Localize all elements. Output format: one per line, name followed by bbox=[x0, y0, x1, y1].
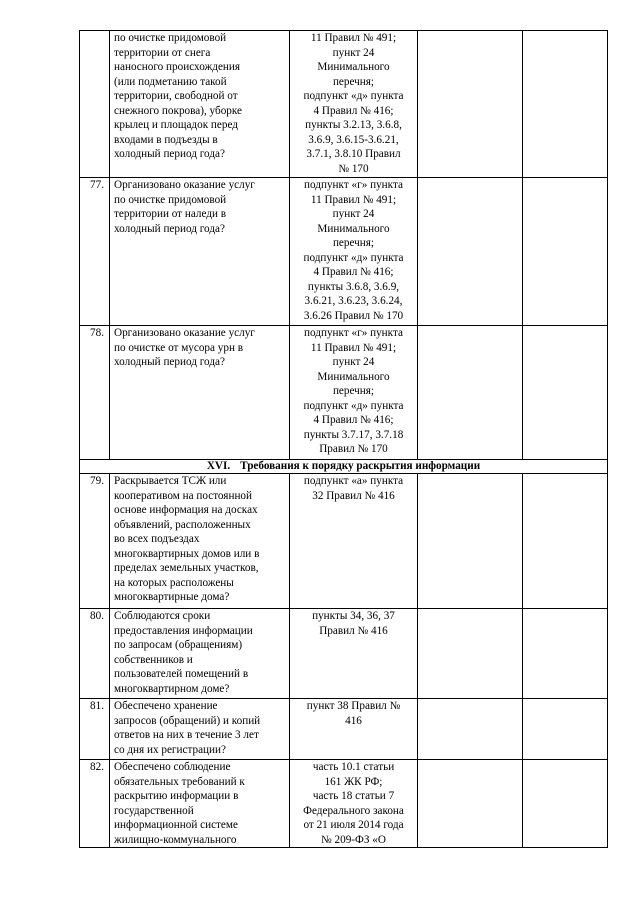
question-line: территории от снега bbox=[114, 46, 211, 59]
question-line: пределах земельных участков, bbox=[114, 562, 259, 575]
table-row bbox=[80, 760, 608, 848]
question-cell bbox=[110, 31, 290, 178]
question-line: крылец и площадок перед bbox=[114, 119, 238, 132]
reference-line: подпункт «а» пункта bbox=[303, 475, 404, 487]
question-line: многоквартирных домов или в bbox=[114, 547, 260, 560]
row-number: 80. bbox=[80, 609, 110, 699]
reference-line: подпункт «г» пункта bbox=[304, 327, 403, 339]
reference-line: пункты 34, 36, 37 bbox=[312, 610, 395, 622]
reference-cell bbox=[290, 326, 418, 460]
question-line: по очистке придомовой bbox=[114, 193, 227, 206]
reference-line: Правил № 416 bbox=[319, 624, 388, 637]
note-cell bbox=[523, 609, 608, 699]
reference-line: 3.6.9, 3.6.15-3.6.21, bbox=[308, 133, 399, 146]
reference-line: Минимального bbox=[317, 370, 390, 383]
row-number: 77. bbox=[80, 178, 110, 326]
table-row bbox=[80, 31, 608, 178]
reference-line: пункты 3.2.13, 3.6.8, bbox=[305, 119, 402, 132]
reference-line: от 21 июля 2014 года bbox=[303, 819, 404, 832]
note-cell bbox=[523, 31, 608, 178]
reference-line: перечня; bbox=[332, 75, 375, 88]
answer-cell bbox=[418, 609, 523, 699]
question-line: собственников и bbox=[114, 653, 193, 666]
reference-cell bbox=[290, 474, 418, 609]
section-row bbox=[80, 460, 608, 474]
reference-line: Минимального bbox=[317, 222, 390, 235]
question-line: пользователей помещений в bbox=[114, 668, 249, 681]
answer-cell bbox=[418, 31, 523, 178]
reference-line: 11 Правил № 491; bbox=[310, 32, 397, 44]
answer-cell bbox=[418, 699, 523, 760]
reference-line: подпункт «д» пункта bbox=[303, 251, 404, 264]
note-cell bbox=[523, 178, 608, 326]
reference-line: 4 Правил № 416; bbox=[313, 414, 394, 427]
note-cell bbox=[523, 474, 608, 609]
section-title: Требования к порядку раскрытия информации bbox=[240, 460, 481, 472]
reference-line: пункты 3.6.8, 3.6.9, bbox=[307, 280, 400, 293]
question-line: многоквартирном доме? bbox=[114, 682, 230, 695]
question-line: обязательных требований к bbox=[114, 775, 245, 788]
question-line: Обеспечено хранение bbox=[114, 700, 218, 712]
reference-cell bbox=[290, 31, 418, 178]
reference-line: 3.7.1, 3.8.10 Правил bbox=[306, 148, 401, 161]
section-header bbox=[80, 460, 608, 474]
reference-cell bbox=[290, 609, 418, 699]
question-line: предоставления информации bbox=[114, 624, 253, 637]
question-line: ответов на них в течение 3 лет bbox=[114, 729, 259, 742]
question-line: во всех подъездах bbox=[114, 533, 200, 546]
reference-line: перечня; bbox=[332, 385, 375, 398]
reference-line: 416 bbox=[345, 714, 362, 727]
question-line: Обеспечено соблюдение bbox=[114, 761, 231, 773]
question-line: (или подметанию такой bbox=[114, 75, 227, 88]
question-line: холодный период года? bbox=[114, 222, 225, 235]
question-line: Раскрывается ТСЖ или bbox=[114, 475, 227, 487]
question-line: Соблюдаются сроки bbox=[114, 610, 211, 622]
reference-line: 3.6.26 Правил № 170 bbox=[303, 309, 404, 322]
document-page bbox=[79, 30, 608, 848]
table-body-bottom bbox=[80, 474, 608, 848]
question-line: по очистке от мусора урн в bbox=[114, 341, 244, 354]
row-number: 78. bbox=[80, 326, 110, 460]
reference-line: 11 Правил № 491; bbox=[310, 193, 397, 206]
question-line: информационной системе bbox=[114, 819, 238, 832]
question-line: запросов (обращений) и копий bbox=[114, 714, 261, 727]
reference-line: часть 18 статьи 7 bbox=[312, 790, 395, 803]
row-number bbox=[80, 31, 110, 178]
question-line: по очистке придомовой bbox=[114, 32, 227, 44]
question-line: жилищно-коммунального bbox=[114, 833, 237, 846]
answer-cell bbox=[418, 178, 523, 326]
reference-line: подпункт «д» пункта bbox=[303, 90, 404, 103]
reference-line: № 170 bbox=[338, 162, 369, 175]
reference-line: Правил № 170 bbox=[319, 443, 388, 456]
reference-line: 11 Правил № 491; bbox=[310, 341, 397, 354]
reference-line: № 209-ФЗ «О bbox=[321, 833, 386, 846]
table-row bbox=[80, 178, 608, 326]
reference-line: 3.6.21, 3.6.23, 3.6.24, bbox=[304, 295, 403, 308]
question-line: раскрытию информации в bbox=[114, 790, 239, 803]
reference-line: 161 ЖК РФ; bbox=[324, 775, 383, 788]
table-row bbox=[80, 609, 608, 699]
question-line: холодный период года? bbox=[114, 356, 225, 369]
question-line: по запросам (обращениям) bbox=[114, 639, 243, 652]
reference-cell bbox=[290, 178, 418, 326]
question-line: объявлений, расположенных bbox=[114, 518, 251, 531]
question-line: Организовано оказание услуг bbox=[114, 179, 255, 191]
reference-line: пункт 24 bbox=[332, 208, 375, 221]
reference-line: 4 Правил № 416; bbox=[313, 104, 394, 117]
question-line: снежного покрова), уборке bbox=[114, 104, 242, 117]
row-number: 81. bbox=[80, 699, 110, 760]
question-line: территории, свободной от bbox=[114, 90, 238, 103]
question-line: наносного происхождения bbox=[114, 61, 241, 74]
question-line: холодный период года? bbox=[114, 148, 225, 161]
section-number: XVI. bbox=[206, 460, 231, 472]
question-cell bbox=[110, 699, 290, 760]
question-line: государственной bbox=[114, 804, 194, 817]
question-line: основе информация на досках bbox=[114, 504, 258, 517]
reference-line: пункт 24 bbox=[332, 46, 375, 59]
reference-line: подпункт «г» пункта bbox=[304, 179, 403, 191]
table-row bbox=[80, 699, 608, 760]
reference-line: часть 10.1 статьи bbox=[312, 761, 395, 773]
reference-line: Минимального bbox=[317, 61, 390, 74]
question-line: Организовано оказание услуг bbox=[114, 327, 255, 339]
reference-line: подпункт «д» пункта bbox=[303, 399, 404, 412]
reference-line: 4 Правил № 416; bbox=[313, 266, 394, 279]
question-cell bbox=[110, 178, 290, 326]
question-line: на которых расположены bbox=[114, 576, 234, 589]
reference-line: Федерального закона bbox=[303, 804, 404, 817]
reference-cell bbox=[290, 699, 418, 760]
question-cell bbox=[110, 760, 290, 848]
section-title-cell bbox=[80, 460, 608, 474]
reference-cell bbox=[290, 760, 418, 848]
question-line: входами в подъезды в bbox=[114, 133, 218, 146]
question-line: со дня их регистрации? bbox=[114, 743, 226, 756]
question-cell bbox=[110, 609, 290, 699]
reference-line: пункт 24 bbox=[332, 356, 375, 369]
table-row bbox=[80, 474, 608, 609]
question-line: многоквартирные дома? bbox=[114, 591, 230, 604]
question-line: территории от наледи в bbox=[114, 208, 227, 221]
question-cell bbox=[110, 326, 290, 460]
answer-cell bbox=[418, 326, 523, 460]
question-cell bbox=[110, 474, 290, 609]
note-cell bbox=[523, 699, 608, 760]
table-body-top bbox=[80, 31, 608, 460]
question-line: кооперативом на постоянной bbox=[114, 489, 253, 502]
checklist-table bbox=[79, 30, 608, 848]
row-number: 79. bbox=[80, 474, 110, 609]
reference-line: 32 Правил № 416 bbox=[312, 489, 395, 502]
answer-cell bbox=[418, 760, 523, 848]
table-row bbox=[80, 326, 608, 460]
reference-line: пункты 3.7.17, 3.7.18 bbox=[303, 428, 404, 441]
reference-line: пункт 38 Правил № bbox=[306, 700, 401, 712]
note-cell bbox=[523, 760, 608, 848]
row-number: 82. bbox=[80, 760, 110, 848]
reference-line: перечня; bbox=[332, 237, 375, 250]
note-cell bbox=[523, 326, 608, 460]
answer-cell bbox=[418, 474, 523, 609]
